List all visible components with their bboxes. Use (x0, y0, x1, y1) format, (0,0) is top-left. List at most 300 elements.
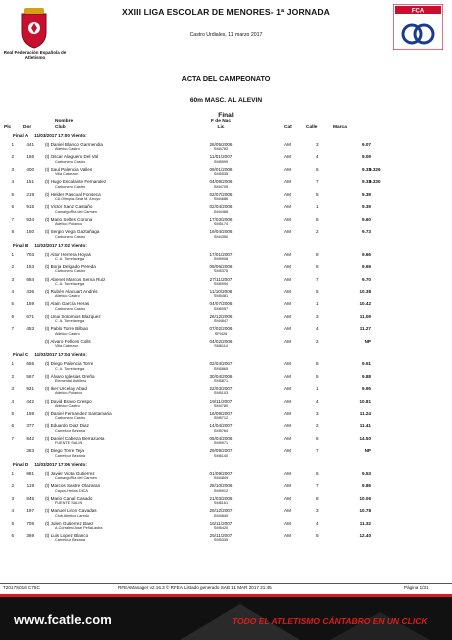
birth-date: 30/04/2006 (209, 373, 233, 379)
club-name: Atletico Castro (55, 403, 80, 408)
mark: 11.32 (359, 520, 371, 526)
table-row (0, 264, 452, 276)
table-row (0, 252, 452, 264)
license: SM4847 (213, 319, 229, 324)
category: AM (284, 301, 291, 307)
category: AM (284, 470, 291, 476)
mark: 9.88 (362, 373, 371, 379)
club-name: Atletico Castro (55, 331, 80, 336)
category: AM (284, 520, 291, 526)
mark: 9.95 (362, 386, 371, 392)
athlete-name: (t) Borja Delgado Pereda (45, 264, 96, 270)
lane: 4 (316, 398, 319, 404)
place: 7 (11, 435, 14, 441)
acta-title: ACTA DEL CAMPEONATO (181, 74, 271, 83)
club-name: Carbonero Castro (55, 159, 86, 164)
athlete-name: (t) Julen Gutierrez Baez (45, 520, 94, 526)
license: SM6161 (213, 501, 229, 506)
fca-logo-text: FCA (411, 8, 425, 15)
athlete-name: (t) Álvaro Iglesias Oreña (45, 373, 95, 379)
category: AM (284, 435, 291, 441)
mark: NP (364, 448, 371, 454)
bib-number: 442 (26, 398, 34, 404)
heat-info: 11/03/2017 17:06 Viento: (34, 461, 87, 467)
birth-date: 17/01/2007 (209, 251, 233, 257)
col-marca: Marca (333, 125, 347, 130)
lane: 8 (316, 495, 319, 501)
athlete-name: (t) Victor Sanz Castaño (45, 204, 93, 210)
table-row (0, 314, 452, 326)
category: AM (284, 448, 291, 454)
club-name: Club Atletico Laredo (55, 513, 89, 518)
athlete-name: (t) Manuel Liron Cavadas (45, 508, 97, 514)
table-row (0, 301, 452, 313)
license: SM5375 (213, 269, 229, 274)
bib-number: 119 (26, 483, 34, 489)
category: AM (284, 483, 291, 489)
bib-number: 931 (26, 386, 34, 392)
heat-info: 11/03/2017 17:02 Viento: (34, 242, 87, 248)
mark: 11.27 (359, 326, 371, 332)
birth-date: 16/09/2007 (209, 411, 233, 416)
heat-header (13, 352, 87, 357)
bib-number: 655 (26, 361, 34, 367)
lane: 5 (316, 288, 319, 294)
birth-date: 29/09/2007 (209, 448, 233, 454)
birth-date: 19/04/2006 (209, 229, 233, 235)
athlete-name: (t) Alain García Heras (45, 301, 90, 307)
category: AM (284, 191, 291, 197)
heat-header (13, 243, 87, 248)
category: AM (284, 251, 291, 257)
table-row (0, 471, 452, 483)
bib-number: 436 (26, 288, 34, 294)
mark: NP (364, 338, 371, 344)
mark: 9.07 (362, 142, 371, 147)
lane: 5 (316, 191, 319, 197)
license: SM6057 (213, 306, 229, 311)
club-name: Carbonero Castro (55, 306, 86, 311)
category: AM (284, 313, 291, 319)
lane: 3 (316, 142, 319, 147)
col-club: Club (55, 125, 66, 130)
lane: 8 (316, 216, 319, 222)
license: SPI426 (214, 331, 228, 336)
lane: 4 (316, 326, 319, 332)
bib-number: 842 (26, 435, 34, 441)
place: 4 (11, 508, 14, 514)
col-dor: Dor (23, 125, 32, 130)
page-subtitle: Castro Urdiales, 11 marzo 2017 (189, 32, 263, 38)
lane: 5 (316, 373, 319, 379)
club-name: FUENTE SALIN (55, 441, 83, 446)
club-name: CA Olimpia-Seat M. Arroyo (55, 197, 101, 202)
place: 1 (11, 142, 14, 147)
license: SM6140 (213, 453, 229, 458)
athlete-name: (t) Luis Lopez Blanco (45, 533, 89, 539)
lane: 3 (316, 313, 319, 319)
athlete-name: (t) Marcos Sastre Olazaran (45, 483, 101, 489)
club-name: Carbonero Castro (55, 416, 86, 421)
place: 1 (11, 251, 14, 257)
birth-date: 01/09/2007 (209, 470, 233, 476)
club-name: Carrefour Bezana (55, 428, 85, 433)
table-row (0, 423, 452, 435)
license: SM5174 (213, 222, 229, 227)
mark: 10.78 (359, 508, 371, 514)
license: SM4783 (213, 147, 229, 152)
lane: 3 (316, 411, 319, 416)
category: AM (284, 411, 291, 416)
category: AM (284, 264, 291, 270)
lane: 1 (316, 204, 319, 210)
category: AM (284, 533, 291, 539)
bib-number: 151 (26, 179, 34, 185)
mark: 11.09 (359, 313, 371, 319)
lane: 6 (316, 435, 319, 441)
lane: 4 (316, 154, 319, 160)
athlete-name: (t) Iker Urcelay Abad (45, 386, 87, 392)
lane: 5 (316, 533, 319, 539)
mark: 9.60 (362, 216, 371, 222)
heat-info: 11/03/2017 17:04 Viento: (34, 352, 87, 358)
birth-date: 16/11/2007 (209, 520, 233, 526)
table-row (0, 142, 452, 154)
mark: 9.66 (362, 251, 371, 257)
category: AM (284, 166, 291, 172)
place: 2 (11, 264, 14, 270)
lane: 7 (316, 179, 319, 185)
athlete-name: (t) Saul Palencia Valles (45, 166, 93, 172)
table-row (0, 289, 452, 301)
club-name: Atletico Polanco (55, 391, 83, 396)
place: 1 (11, 361, 14, 367)
birth-date: 09/01/2006 (209, 166, 233, 172)
license: SM5599 (213, 159, 229, 164)
col-cat: Cat (284, 125, 292, 130)
athlete-name: (t) Hugo Escalante Fernandez (45, 179, 107, 185)
heat-label: Final A (13, 133, 29, 138)
athlete-name: (t) Daniel Cabeza Berrazueta (45, 435, 105, 441)
license: SM5971 (213, 441, 229, 446)
place: 6 (11, 313, 14, 319)
footer-generated: RFEAManager v2.16.3 © RFEA Listado generado SAB 11 MAR 2017 21:45 (118, 585, 272, 590)
place: 6 (11, 204, 14, 210)
mark: 9.70 (362, 276, 371, 282)
birth-date: 11/01/2007 (209, 154, 233, 160)
athlete-name: (t) Alvaro Fellces Colls (45, 338, 91, 344)
bib-number: 400 (26, 166, 34, 172)
table-row (0, 399, 452, 411)
mark: 9.39 (362, 204, 371, 210)
category: AM (284, 179, 291, 185)
athlete-name: (t) Daniel Blanco Garmendia (45, 142, 103, 147)
place: 6 (11, 423, 14, 429)
table-row (0, 496, 452, 508)
mark: 12.40 (359, 533, 371, 539)
lane: 4 (316, 520, 319, 526)
category: AM (284, 398, 291, 404)
col-lic: Lic (217, 125, 225, 130)
club-name: Cayon-Helios DICA (55, 488, 88, 493)
athlete-name: (t) Sergio Vega Gaztañaga (45, 229, 100, 235)
club-name: Carrefour Bezana (55, 538, 85, 543)
heat-info: 11/03/2017 17:00 Viento: (34, 133, 87, 138)
birth-date: 19/11/2007 (209, 398, 233, 404)
category: AM (284, 288, 291, 294)
bib-number: 158 (26, 411, 34, 416)
bib-number: 845 (26, 495, 34, 501)
birth-date: 05/04/2006 (209, 435, 233, 441)
table-row (0, 361, 452, 373)
birth-date: 07/02/2006 (209, 326, 233, 332)
bib-number: 159 (26, 301, 34, 307)
athlete-name: (t) Pablo Torre Bilbao (45, 326, 89, 332)
license: SM5420 (213, 525, 229, 530)
lane: 1 (316, 301, 319, 307)
mark: 14.50 (359, 435, 371, 441)
place: 2 (11, 154, 14, 160)
birth-date: 27/11/2007 (209, 276, 233, 282)
athlete-name: (t) Mario Canal Casado (45, 495, 93, 501)
bib-number: 377 (26, 423, 34, 429)
athlete-name: (t) Eduardo Diaz Diaz (45, 423, 89, 429)
table-row (0, 179, 452, 191)
license: SM6114 (214, 344, 228, 349)
mark: 9.33 (362, 179, 371, 185)
banner-slogan: TODO EL ATLETISMO CÁNTABRO EN UN CLICK (232, 616, 428, 626)
birth-date: 04/09/2006 (209, 179, 233, 185)
table-row (0, 533, 452, 545)
birth-date: 04/02/2006 (209, 338, 233, 344)
bib-number: 441 (26, 142, 34, 147)
license: SM4840 (213, 513, 229, 518)
athlete-name: (t) Diego Torre Teja (45, 448, 84, 454)
col-calle: Calle (306, 125, 318, 130)
club-name: Atletico Polanco (55, 222, 83, 227)
athlete-name: (t) Diego Palencia Torre (45, 361, 94, 367)
license: SM5912 (213, 488, 229, 493)
category: AM (284, 276, 291, 282)
table-row (0, 508, 452, 520)
heat-header (13, 133, 87, 138)
place: 3 (11, 166, 14, 172)
lane: 7 (316, 448, 319, 454)
athlete-name: (t) Mario Selles Corona (45, 216, 93, 222)
category: AM (284, 423, 291, 429)
athlete-name: (t) Unai Sotomios Blazquez (45, 313, 101, 319)
table-row (0, 483, 452, 495)
birth-date: 26/12/2006 (209, 313, 233, 319)
license: SM5712 (213, 416, 229, 421)
col-fnac: F de Nac (211, 119, 231, 124)
birth-date: 11/10/2006 (209, 288, 233, 294)
bib-number: 881 (26, 470, 34, 476)
mark: 9.33 (362, 166, 371, 172)
birth-date: 22/03/2007 (209, 386, 233, 392)
table-row (0, 436, 452, 448)
mark-tiebreak: 9.326 (369, 166, 381, 172)
mark: 9.69 (362, 264, 371, 270)
birth-date: 04/07/2006 (209, 301, 233, 307)
license: SM5335 (213, 538, 229, 543)
mark: 9.51 (362, 361, 371, 367)
col-name: Nombre (55, 119, 74, 124)
club-name: Atletico Castro (55, 294, 80, 299)
license: SM5103 (213, 391, 229, 396)
bib-number: 703 (26, 251, 34, 257)
footer-divider (0, 583, 452, 584)
category: AM (284, 326, 291, 332)
table-row (0, 204, 452, 216)
event-title: 60m MASC. AL ALEVIN (189, 97, 263, 104)
birth-date: 02/04/2006 (209, 204, 233, 210)
mark: 10.42 (359, 301, 371, 307)
license: SM5865 (213, 366, 229, 371)
category: AM (284, 216, 291, 222)
place: 1 (11, 470, 14, 476)
license: SM4468 (213, 209, 229, 214)
athlete-name: (t) Rubén Alacuart Andrés (45, 288, 98, 294)
table-row (0, 374, 452, 386)
birth-date: 25/11/2007 (209, 533, 233, 539)
place: 3 (11, 495, 14, 501)
license: SM5481 (213, 294, 229, 299)
athlete-name: (t) Javier Viota Gutierrez (45, 470, 95, 476)
category: AM (284, 361, 291, 367)
col-plc: Plc (4, 125, 12, 130)
birth-date: 14/04/2007 (209, 423, 233, 429)
heat-label: Final B (13, 242, 29, 248)
table-row (0, 217, 452, 229)
birth-date: 28/10/2006 (209, 483, 233, 489)
lane: 6 (316, 264, 319, 270)
club-name: CamargoRia del Carmen (55, 209, 97, 214)
license: SM4686 (213, 197, 229, 202)
bib-number: 684 (26, 276, 34, 282)
bib-number: 671 (26, 313, 34, 319)
place: 2 (11, 483, 14, 489)
license: SM4350 (213, 234, 229, 239)
license: SM5535 (213, 172, 229, 177)
birth-date: 02/07/2006 (209, 191, 233, 197)
bib-number: 153 (26, 264, 34, 270)
place: 5 (11, 301, 14, 307)
bib-number: 567 (26, 373, 34, 379)
page-title: XXIII LIGA ESCOLAR DE MENORES- 1ª JORNADA (122, 7, 330, 17)
lane: 8 (316, 361, 319, 367)
table-row (0, 154, 452, 166)
lane: 6 (316, 166, 319, 172)
license: SM4849 (213, 476, 229, 481)
table-row (0, 229, 452, 241)
club-name: C. A. Torrelavega (55, 319, 85, 324)
mark: 9.53 (362, 470, 371, 476)
category: AM (284, 142, 291, 147)
table-row (0, 192, 452, 204)
table-row (0, 448, 452, 460)
place: 2 (11, 373, 14, 379)
club-name: Carbonero Castro (55, 184, 86, 189)
mark: 9.38 (362, 191, 371, 197)
bib-number: 453 (26, 326, 34, 332)
bib-number: 708 (26, 520, 34, 526)
footer-code: T2017S016 C75C (3, 585, 40, 590)
table-row (0, 277, 452, 289)
lane: 7 (316, 483, 319, 489)
license: SM5994 (213, 281, 229, 286)
club-name: Elemental Astillero (55, 379, 87, 384)
category: AM (284, 386, 291, 392)
license: SM4780 (213, 403, 229, 408)
place: 4 (11, 179, 14, 185)
bib-number: 369 (26, 533, 34, 539)
fca-banner (0, 594, 452, 640)
athlete-name: (t) Oscar Alaguero Del Val (45, 154, 99, 160)
bib-number: 915 (26, 204, 34, 210)
club-name: C. A. Torrelavega (55, 366, 85, 371)
category: AM (284, 204, 291, 210)
lane: 6 (316, 470, 319, 476)
birth-date: 17/03/2006 (209, 216, 233, 222)
club-name: Atletico Castro (55, 147, 80, 152)
mark: 11.41 (359, 423, 371, 429)
round-title: Final (218, 112, 234, 119)
lane: 3 (316, 508, 319, 514)
club-name: Villa Cabezon (55, 172, 79, 177)
place: 8 (11, 229, 14, 235)
athlete-name: (t) Aitor Herrera Hoyas (45, 251, 91, 257)
banner-site: www.fcatle.com (14, 612, 112, 627)
category: AM (284, 508, 291, 514)
mark: 9.73 (362, 229, 371, 235)
place: 4 (11, 288, 14, 294)
place: 3 (11, 276, 14, 282)
table-row (0, 386, 452, 398)
category: AM (284, 229, 291, 235)
category: AM (284, 495, 291, 501)
table-row (0, 521, 452, 533)
table-row (0, 411, 452, 423)
bib-number: 156 (26, 154, 34, 160)
lane: 1 (316, 386, 319, 392)
club-name: Carbonero Castro (55, 269, 86, 274)
license: SM5871 (213, 379, 229, 384)
mark: 9.86 (362, 483, 371, 489)
bib-number: 150 (26, 229, 34, 235)
birth-date: 02/04/2007 (209, 361, 233, 367)
place: 7 (11, 326, 14, 332)
bib-number: 363 (26, 448, 34, 454)
table-row (0, 326, 452, 338)
mark: 10.38 (359, 288, 371, 294)
bib-number: 197 (26, 508, 34, 514)
license: SM5764 (213, 428, 229, 433)
place: 6 (11, 533, 14, 539)
place: 4 (11, 398, 14, 404)
club-name: C. A. Torrelavega (55, 281, 85, 286)
bib-number: 219 (26, 191, 34, 197)
club-name: Carrefour Bezana (55, 453, 85, 458)
club-name: FUENTE SALIN (55, 501, 83, 506)
club-name: CamargoRia del Carmen (55, 476, 97, 481)
lane: 2 (316, 338, 319, 344)
license: SM4705 (213, 184, 229, 189)
mark: 9.09 (362, 154, 371, 160)
bib-number: 934 (26, 216, 34, 222)
athlete-name: (t) David Bravo Crespo (45, 398, 92, 404)
license: SM5906 (213, 256, 229, 261)
